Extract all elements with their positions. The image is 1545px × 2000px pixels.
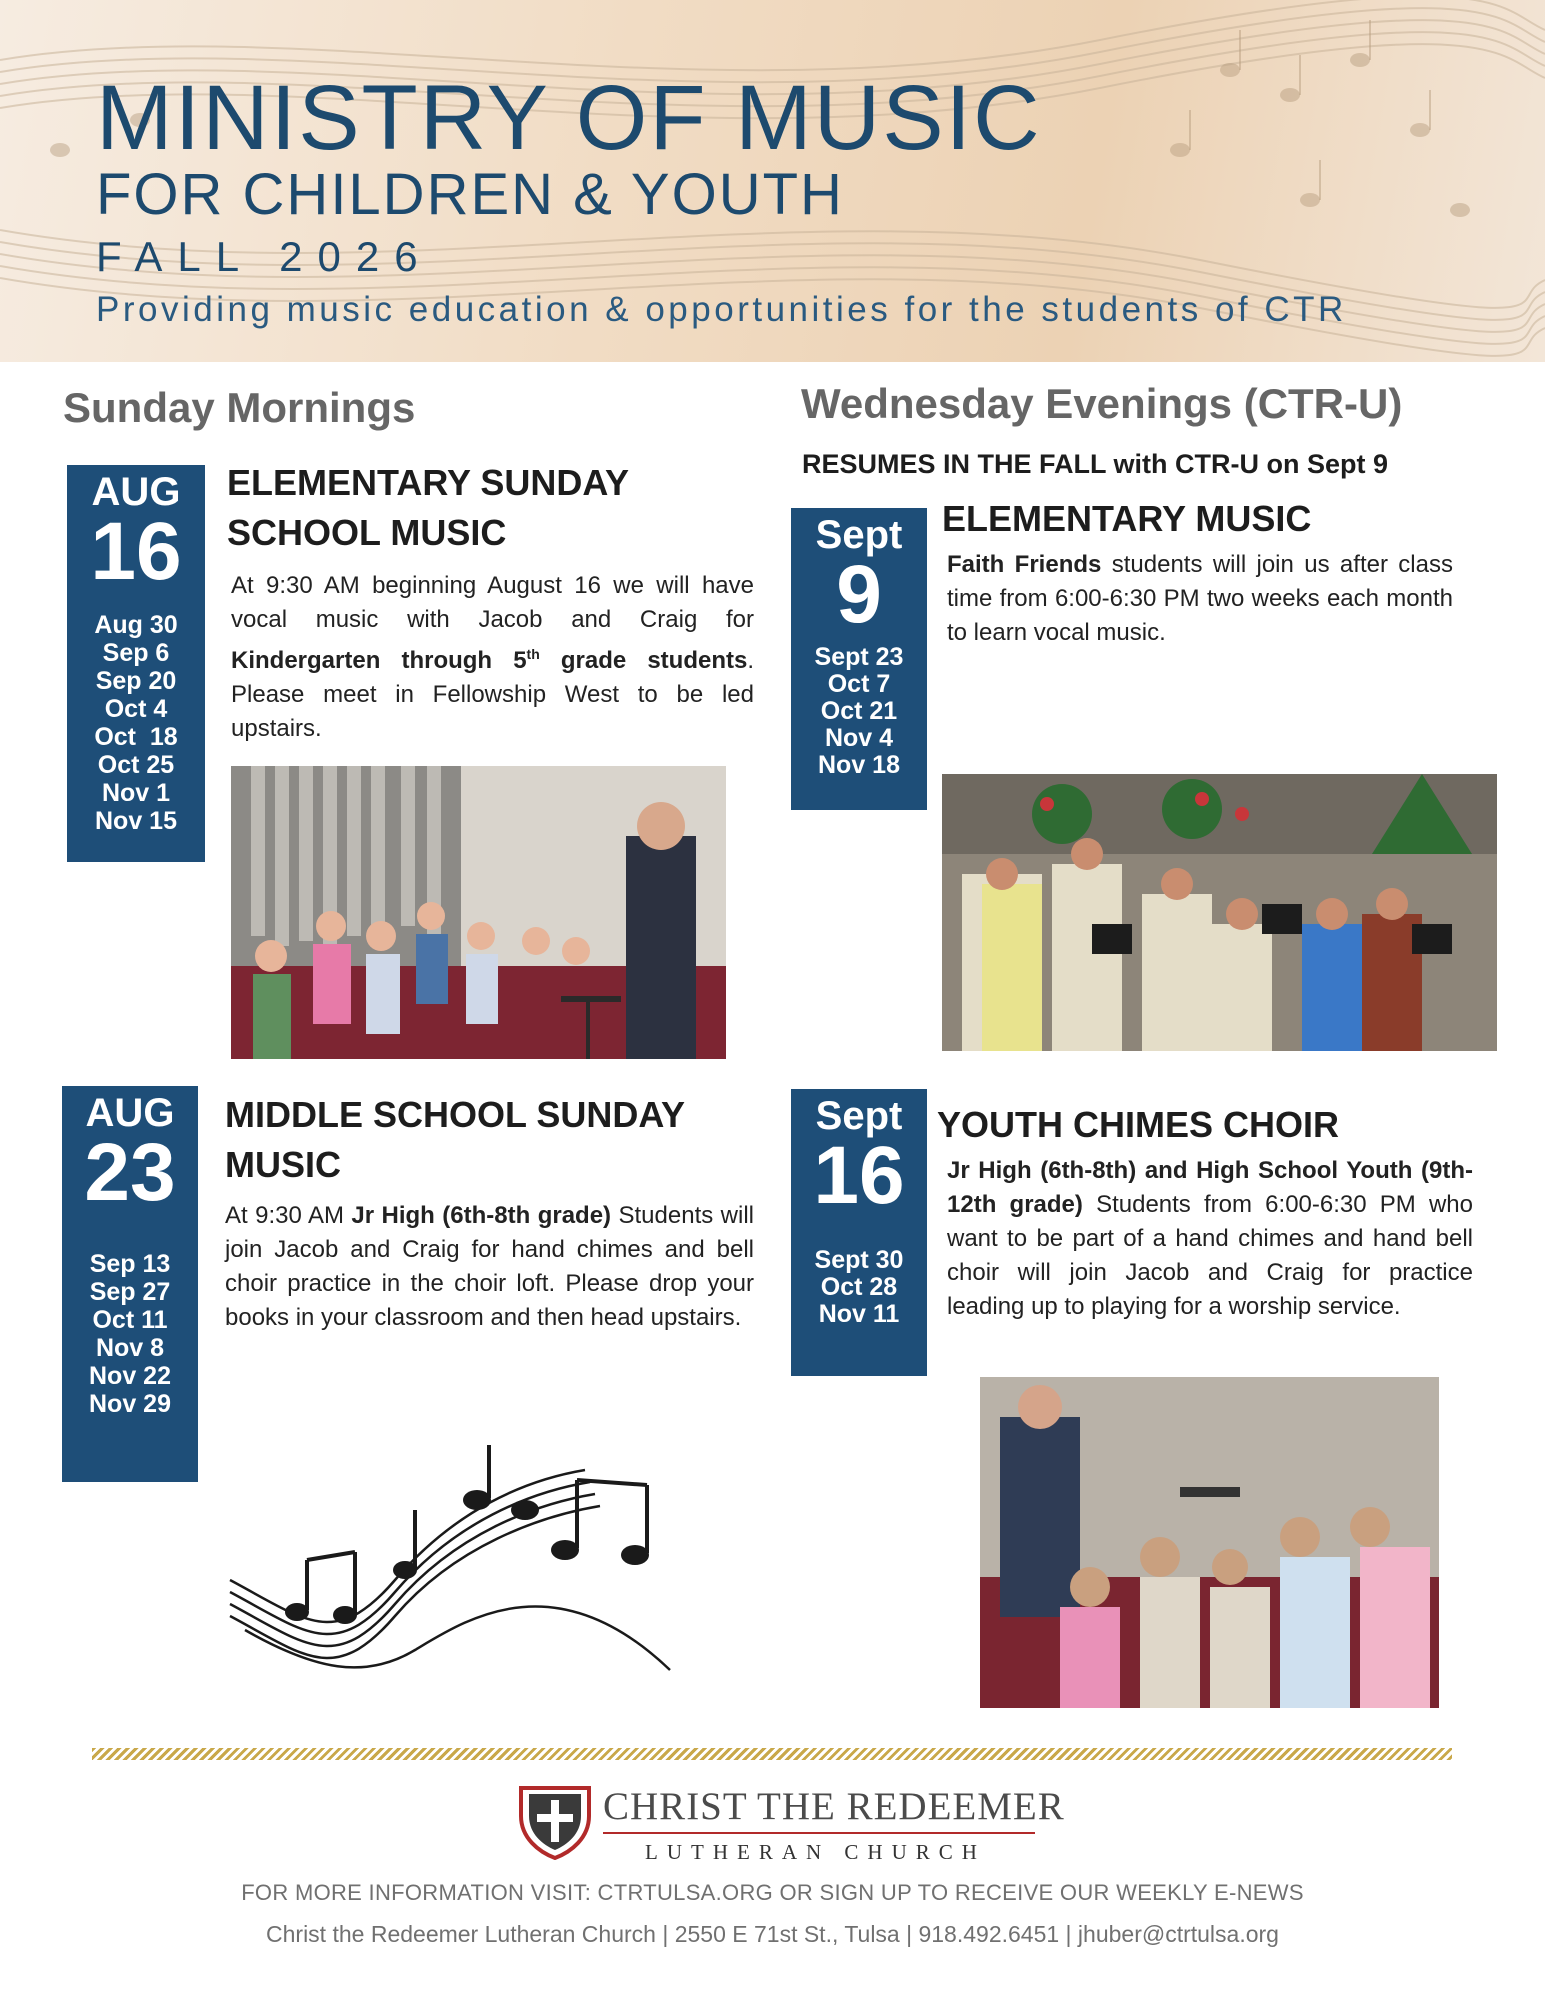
wednesday-resume-note: RESUMES IN THE FALL with CTR-U on Sept 9: [802, 449, 1389, 479]
date-item: Oct 11: [92, 1305, 168, 1334]
date-item: Oct 25: [97, 750, 175, 779]
date-month: AUG: [91, 470, 181, 514]
wednesday-heading: Wednesday Evenings (CTR-U): [801, 380, 1403, 427]
date-box-middle-school-sunday: [62, 1086, 198, 1482]
date-month: AUG: [85, 1091, 175, 1135]
event-title-youth-chimes: YOUTH CHIMES CHOIR: [937, 1104, 1340, 1145]
church-name: CHRIST THE REDEEMER: [603, 1785, 1065, 1828]
church-logo: [515, 1780, 1065, 1870]
date-box-elementary-wednesday: [791, 508, 927, 810]
date-item: Nov 8: [95, 1333, 165, 1362]
event-description-youth-chimes: Jr High (6th-8th) and High School Youth (9th-12th grade) Students from 6:00-6:30 PM who want to be part of a hand chimes and hand bell choir will join Jacob and Craig for practice leading up to playing for a worship service.: [947, 1157, 1473, 1320]
date-day: 16: [813, 1130, 905, 1221]
event-title-elementary-wednesday: ELEMENTARY MUSIC: [942, 498, 1312, 539]
date-item: Sep 27: [89, 1277, 171, 1306]
additional-dates: [62, 1250, 198, 1418]
date-item: Nov 15: [95, 806, 177, 835]
event-title-middle-school-sunday: MIDDLE SCHOOL SUNDAY MUSIC: [225, 1094, 685, 1185]
date-item: Nov 4: [824, 723, 894, 752]
photo-christmas-pageant: [942, 774, 1497, 1051]
date-day: 9: [836, 549, 882, 640]
page-subtitle: FOR CHILDREN & YOUTH: [96, 162, 844, 227]
additional-dates: [67, 611, 205, 835]
page-title: MINISTRY OF MUSIC: [96, 67, 1042, 169]
footer-info: FOR MORE INFORMATION VISIT: CTRTULSA.ORG OR SIGN UP TO RECEIVE OUR WEEKLY E-NEWS: [241, 1880, 1304, 1905]
date-item: Oct 28: [820, 1272, 898, 1301]
date-item: Nov 22: [89, 1361, 171, 1390]
music-notes-illustration: [225, 1440, 705, 1680]
photo-elementary-choir: [231, 766, 726, 1059]
event-description-middle-school-sunday: At 9:30 AM Jr High (6th-8th grade) Students will join Jacob and Craig for hand chimes and bell choir practice in the choir loft. Please drop your books in your classroom and then head upstairs.: [225, 1202, 755, 1331]
date-item: Sep 6: [102, 638, 170, 667]
event-description-elementary-wednesday: Faith Friends students will join us after class time from 6:00-6:30 PM two weeks each month to learn vocal music.: [947, 551, 1453, 646]
church-shield-icon: [515, 1780, 595, 1860]
date-day: 23: [84, 1127, 176, 1218]
sunday-heading: Sunday Mornings: [63, 384, 416, 431]
logo-divider: [603, 1832, 1035, 1834]
date-item: Sep 13: [89, 1249, 171, 1278]
date-item: Nov 11: [818, 1299, 900, 1328]
event-description-elementary-sunday: At 9:30 AM beginning August 16 we will have vocal music with Jacob and Craig for Kindergarten through 5th grade students. Please meet in Fellowship West to be led upstairs.: [231, 572, 755, 742]
season-label: FALL 2026: [96, 233, 433, 280]
church-subtitle: LUTHERAN CHURCH: [645, 1840, 986, 1864]
date-item: Sept 23: [814, 642, 904, 671]
date-box-elementary-sunday: [67, 465, 205, 862]
date-item: Aug 30: [94, 610, 178, 639]
additional-dates: [791, 1247, 927, 1328]
date-item: Nov 29: [89, 1389, 171, 1418]
date-item: Oct 18: [94, 722, 178, 751]
tagline: Providing music education & opportunities for the students of CTR: [96, 290, 1347, 329]
date-day: 16: [90, 506, 182, 597]
date-item: Oct 7: [827, 669, 891, 698]
footer-contact: Christ the Redeemer Lutheran Church | 2550 E 71st St., Tulsa | 918.492.6451 | jhuber@ctrtulsa.org: [266, 1921, 1279, 1947]
date-item: Oct 4: [104, 694, 168, 723]
additional-dates: [791, 644, 927, 779]
event-title-elementary-sunday: ELEMENTARY SUNDAY SCHOOL MUSIC: [227, 462, 629, 553]
photo-chimes-practice: [980, 1377, 1439, 1708]
date-item: Sep 20: [95, 666, 177, 695]
date-item: Sept 30: [814, 1245, 904, 1274]
divider-stripe: [92, 1748, 1452, 1760]
header-banner: [0, 0, 1545, 362]
date-item: Nov 1: [101, 778, 171, 807]
date-item: Nov 18: [818, 750, 900, 779]
date-item: Oct 21: [820, 696, 898, 725]
date-box-youth-chimes: [791, 1089, 927, 1376]
date-month: Sept: [815, 513, 903, 557]
date-month: Sept: [815, 1094, 903, 1138]
